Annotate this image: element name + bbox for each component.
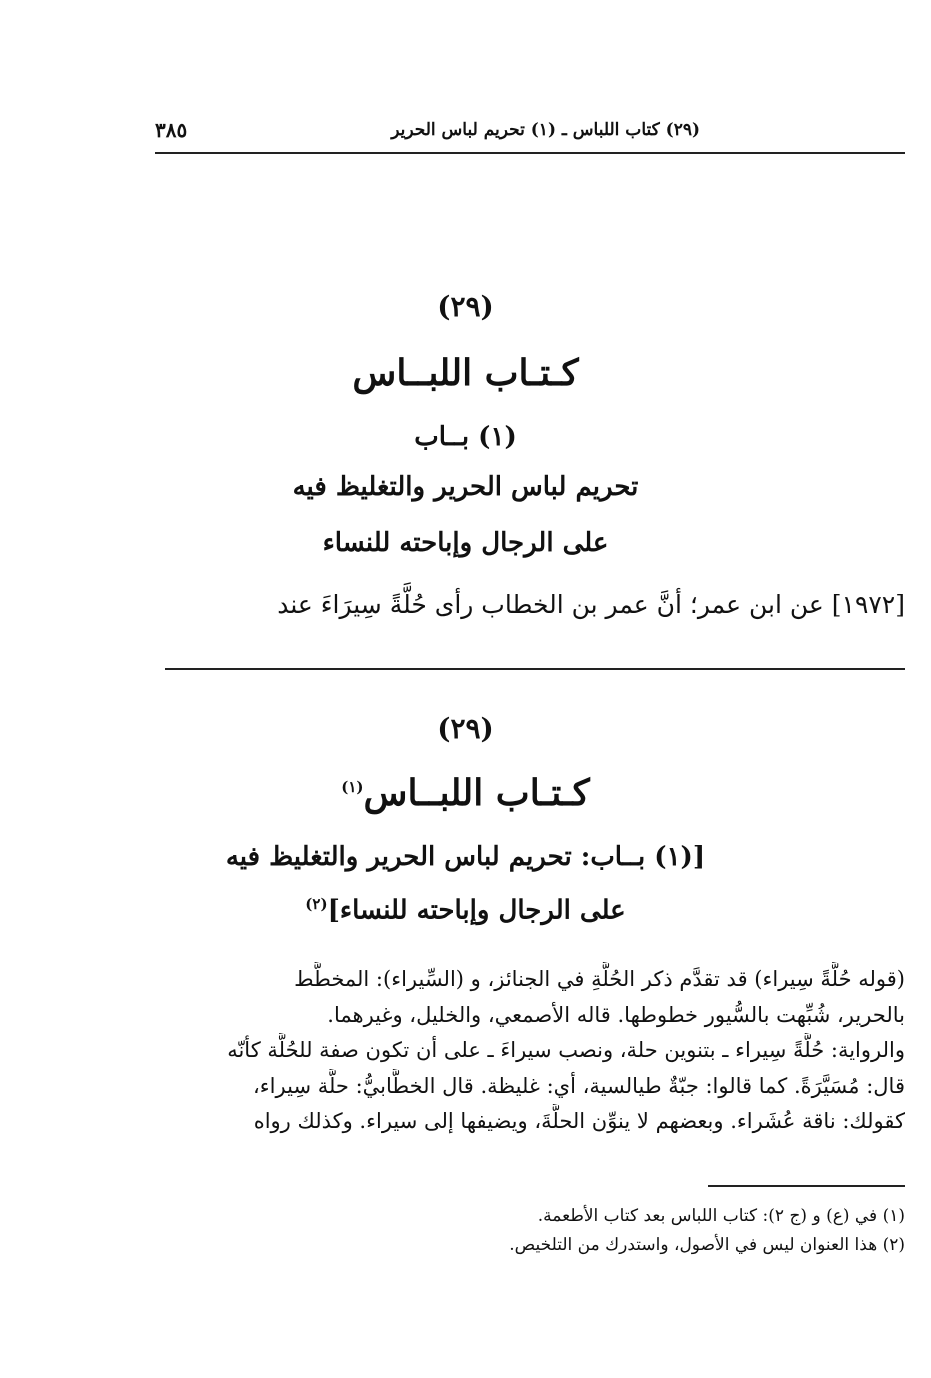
commentary-chapter-number: (٢٩) — [437, 712, 494, 745]
footnote-ref-1: (١) — [341, 778, 364, 796]
commentary-bab-line2: على الرجال وإباحته للنساء] — [327, 895, 626, 926]
commentary-chapter-title-row — [0, 772, 931, 814]
bab-subtitle-line1: تحريم لباس الحرير والتغليظ فيه — [292, 472, 639, 502]
page-number: ٣٨٥ — [155, 118, 188, 142]
commentary-bab-line2-row — [0, 895, 931, 926]
chapter-title: كـتـاب اللبــاس — [352, 352, 579, 394]
footnote-1: (١) في (ع) و (ج ٢): كتاب اللباس بعد كتاب الأطعمة. — [537, 1206, 905, 1226]
section-divider — [165, 668, 905, 670]
running-header-title: (٢٩) كتاب اللباس ـ (١) تحريم لباس الحرير — [391, 120, 700, 140]
hadith-opening-line: [١٩٧٢] عن ابن عمر؛ أنَّ عمر بن الخطاب رأى حُلَّةً سِيرَاءَ عند — [277, 590, 905, 619]
running-header — [155, 112, 905, 154]
footnote-ref-2: (٢) — [305, 895, 328, 913]
bab-label: (١) بــاب — [414, 422, 517, 452]
commentary-body — [160, 962, 905, 1140]
commentary-chapter-title: كـتـاب اللبــاس — [363, 772, 590, 814]
footnote-separator — [708, 1185, 905, 1187]
commentary-line: (قوله حُلَّةً سِيراء) قد تقدَّم ذكر الحُلَّةِ في الجنائز، و (السِّيراء): المخطَّط — [294, 967, 905, 991]
chapter-number: (٢٩) — [437, 290, 494, 323]
bab-subtitle-line2: على الرجال وإباحته للنساء — [322, 528, 609, 558]
footnote-2: (٢) هذا العنوان ليس في الأصول، واستدرك من التلخيص. — [509, 1235, 905, 1255]
commentary-line: قال: مُسَيَّرَةً. كما قالوا: جبّةٌ طيالسية، أي: غليظة. قال الخطَّابيُّ: حلَّة سِيراء، — [253, 1073, 905, 1098]
commentary-line: كقولك: ناقة عُشَراء. وبعضهم لا ينوِّن الحلَّةَ، ويضيفها إلى سيراء. وكذلك رواه — [253, 1109, 905, 1133]
commentary-line: والرواية: حُلَّةً سِيراء ـ بتنوين حلة، ونصب سيراءَ ـ على أن تكون صفة للحُلَّة كأنّه — [227, 1038, 905, 1062]
footnotes — [305, 1202, 905, 1260]
commentary-line: بالحرير، شُبِّهت بالسُّيور خطوطها. قاله الأصمعي، والخليل، وغيرهما. — [327, 1002, 905, 1027]
commentary-bab-line1: [(١) بــاب: تحريم لباس الحرير والتغليظ فيه — [225, 842, 706, 872]
